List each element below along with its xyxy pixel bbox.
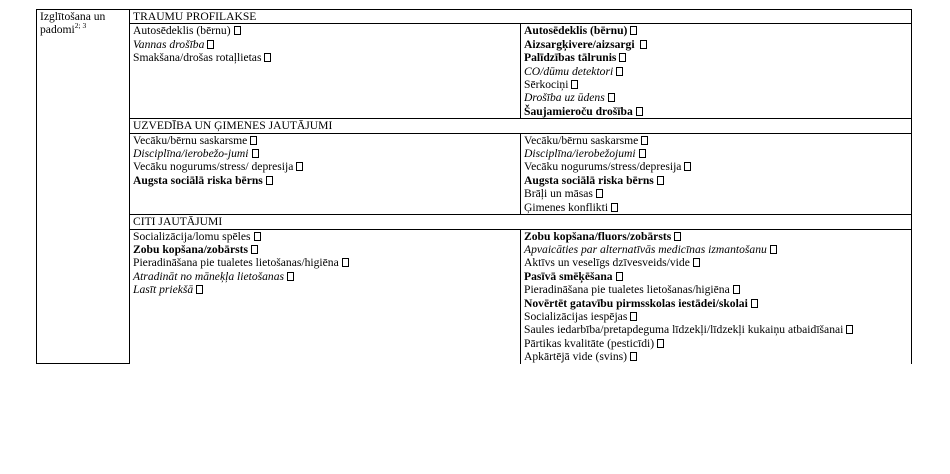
- left-column-cell: [130, 133, 521, 214]
- checkbox-label: Šaujamieroču drošība: [524, 104, 633, 118]
- checkbox-item[interactable]: [524, 310, 908, 323]
- checkbox-item[interactable]: [524, 160, 908, 173]
- checkbox-item[interactable]: [524, 65, 908, 78]
- checkbox-icon[interactable]: [630, 26, 637, 35]
- checkbox-item[interactable]: [133, 51, 517, 64]
- checkbox-item[interactable]: [133, 230, 517, 243]
- checkbox-icon[interactable]: [250, 136, 257, 145]
- checkbox-icon[interactable]: [657, 176, 664, 185]
- checkbox-item[interactable]: [133, 147, 517, 160]
- checkbox-label: Ģimenes konflikti: [524, 200, 609, 214]
- section-title-behavior-family: UZVEDĪBA UN ĢIMENES JAUTĀJUMI: [130, 119, 912, 133]
- checkbox-label: Atradināt no māneķļa lietošanas: [133, 269, 285, 283]
- section-header-row: [37, 10, 912, 24]
- checkbox-label: Aizsargķivere/aizsargi: [524, 37, 635, 51]
- checkbox-icon[interactable]: [630, 312, 637, 321]
- checkbox-item[interactable]: [524, 283, 908, 296]
- checkbox-label: Zobu kopšana/zobārsts: [133, 242, 249, 256]
- checkbox-item[interactable]: [524, 230, 908, 243]
- checkbox-item[interactable]: [133, 38, 517, 51]
- checkbox-label: Vecāku/bērnu saskarsme: [133, 133, 248, 147]
- checkbox-item[interactable]: [524, 270, 908, 283]
- checkbox-icon[interactable]: [611, 203, 618, 212]
- checkbox-label: Sērkociņi: [524, 78, 569, 92]
- checkbox-label: Pasīvā smēķēšana: [524, 269, 613, 283]
- checkbox-icon[interactable]: [207, 40, 214, 49]
- section-body-row: [37, 133, 912, 214]
- checkbox-icon[interactable]: [287, 272, 294, 281]
- checkbox-item[interactable]: [524, 134, 908, 147]
- checkbox-icon[interactable]: [251, 245, 258, 254]
- section-header-row: [37, 215, 912, 229]
- checkbox-item[interactable]: [524, 78, 908, 91]
- checkbox-icon[interactable]: [640, 40, 647, 49]
- checkbox-item[interactable]: [524, 38, 908, 51]
- left-column-cell: [130, 229, 521, 364]
- checkbox-label: Saules iedarbība/pretapdeguma līdzekļi/līdzekļi kukaiņu atbaidīšanai: [524, 323, 844, 337]
- right-column-cell: [521, 229, 912, 364]
- checkbox-item[interactable]: [524, 297, 908, 310]
- checkbox-label: Disciplīna/ierobežojumi: [524, 147, 636, 161]
- checkbox-icon[interactable]: [264, 53, 271, 62]
- row-label-footnote: 2; 3: [74, 21, 87, 31]
- checkbox-label: Brāļi un māsas: [524, 187, 593, 201]
- checkbox-icon[interactable]: [266, 176, 273, 185]
- checkbox-label: Socializācija/lomu spēles: [133, 229, 251, 243]
- checkbox-item[interactable]: [524, 323, 908, 336]
- checkbox-label: Autosēdeklis (bērnu): [133, 24, 231, 38]
- checkbox-icon[interactable]: [674, 232, 681, 241]
- checkbox-icon[interactable]: [630, 352, 637, 361]
- checkbox-label: Socializācijas iespējas: [524, 309, 628, 323]
- checkbox-item[interactable]: [133, 283, 517, 296]
- checkbox-icon[interactable]: [254, 232, 261, 241]
- left-column-cell: [130, 24, 521, 119]
- checkbox-label: Vecāku/bērnu saskarsme: [524, 133, 639, 147]
- checkbox-icon[interactable]: [571, 80, 578, 89]
- checkbox-label: Disciplīna/ierobežo-jumi: [133, 147, 249, 161]
- checkbox-item[interactable]: [133, 134, 517, 147]
- checkbox-label: Apkārtējā vide (svins): [524, 350, 628, 364]
- checkbox-icon[interactable]: [684, 162, 691, 171]
- checkbox-icon[interactable]: [608, 93, 615, 102]
- checkbox-item[interactable]: [133, 270, 517, 283]
- section-title-other-issues: CITI JAUTĀJUMI: [130, 215, 912, 229]
- checkbox-icon[interactable]: [639, 149, 646, 158]
- section-body-row: [37, 229, 912, 364]
- checkbox-item[interactable]: [524, 243, 908, 256]
- checkbox-label: Palīdzības tālrunis: [524, 51, 617, 65]
- checkbox-item[interactable]: [524, 105, 908, 118]
- checkbox-icon[interactable]: [196, 285, 203, 294]
- checkbox-item[interactable]: [133, 243, 517, 256]
- checkbox-label: Vecāku nogurums/stress/depresija: [524, 160, 682, 174]
- checkbox-label: Zobu kopšana/fluors/zobārsts: [524, 229, 672, 243]
- counseling-table: [36, 9, 912, 364]
- section-title-injury-prevention: TRAUMU PROFILAKSE: [130, 10, 912, 24]
- checkbox-item[interactable]: [524, 201, 908, 214]
- checkbox-icon[interactable]: [751, 299, 758, 308]
- checkbox-item[interactable]: [524, 256, 908, 269]
- checkbox-label: Pieradināšana pie tualetes lietošanas/higiēna: [524, 283, 730, 297]
- form-sheet: [36, 9, 912, 474]
- section-body-row: [37, 24, 912, 119]
- checkbox-icon[interactable]: [619, 53, 626, 62]
- checkbox-label: Augsta sociālā riska bērns: [524, 173, 654, 187]
- checkbox-item[interactable]: [524, 147, 908, 160]
- checkbox-icon[interactable]: [846, 325, 853, 334]
- checkbox-icon[interactable]: [616, 67, 623, 76]
- checkbox-icon[interactable]: [252, 149, 259, 158]
- checkbox-icon[interactable]: [641, 136, 648, 145]
- checkbox-label: Vannas drošība: [133, 37, 205, 51]
- checkbox-icon[interactable]: [657, 339, 664, 348]
- row-label: Izglītošana un padomi: [40, 10, 106, 37]
- checkbox-icon[interactable]: [770, 245, 777, 254]
- checkbox-label: Vecāku nogurums/stress/ depresija: [133, 160, 294, 174]
- checkbox-label: Apvaicāties par alternatīvās medicīnas izmantošanu: [524, 242, 767, 256]
- right-column-cell: [521, 133, 912, 214]
- checkbox-item[interactable]: [524, 91, 908, 104]
- checkbox-label: Drošība uz ūdens: [524, 91, 605, 105]
- checkbox-label: Aktīvs un veselīgs dzīvesveids/vide: [524, 256, 690, 270]
- checkbox-item[interactable]: [524, 187, 908, 200]
- checkbox-icon[interactable]: [596, 189, 603, 198]
- checkbox-icon[interactable]: [733, 285, 740, 294]
- checkbox-item[interactable]: [524, 337, 908, 350]
- checkbox-icon[interactable]: [342, 258, 349, 267]
- checkbox-icon[interactable]: [636, 107, 643, 116]
- section-header-row: [37, 119, 912, 133]
- checkbox-icon[interactable]: [234, 26, 241, 35]
- right-column-cell: [521, 24, 912, 119]
- checkbox-label: Autosēdeklis (bērnu): [524, 24, 628, 38]
- row-label-cell: [37, 10, 130, 364]
- checkbox-label: Lasīt priekšā: [133, 283, 194, 297]
- checkbox-item[interactable]: [133, 256, 517, 269]
- checkbox-item[interactable]: [133, 160, 517, 173]
- checkbox-label: Augsta sociālā riska bērns: [133, 173, 263, 187]
- checkbox-icon[interactable]: [296, 162, 303, 171]
- checkbox-item[interactable]: [133, 174, 517, 187]
- checkbox-item[interactable]: [524, 24, 908, 37]
- checkbox-icon[interactable]: [693, 258, 700, 267]
- checkbox-label: Smakšana/drošas rotaļlietas: [133, 51, 262, 65]
- checkbox-item[interactable]: [524, 51, 908, 64]
- checkbox-item[interactable]: [133, 24, 517, 37]
- checkbox-label: Novērtēt gatavību pirmsskolas iestādei/skolai: [524, 296, 748, 310]
- checkbox-label: Pieradināšana pie tualetes lietošanas/higiēna: [133, 256, 339, 270]
- checkbox-icon[interactable]: [616, 272, 623, 281]
- checkbox-item[interactable]: [524, 350, 908, 363]
- checkbox-label: CO/dūmu detektori: [524, 64, 614, 78]
- checkbox-item[interactable]: [524, 174, 908, 187]
- checkbox-label: Pārtikas kvalitāte (pesticīdi): [524, 336, 655, 350]
